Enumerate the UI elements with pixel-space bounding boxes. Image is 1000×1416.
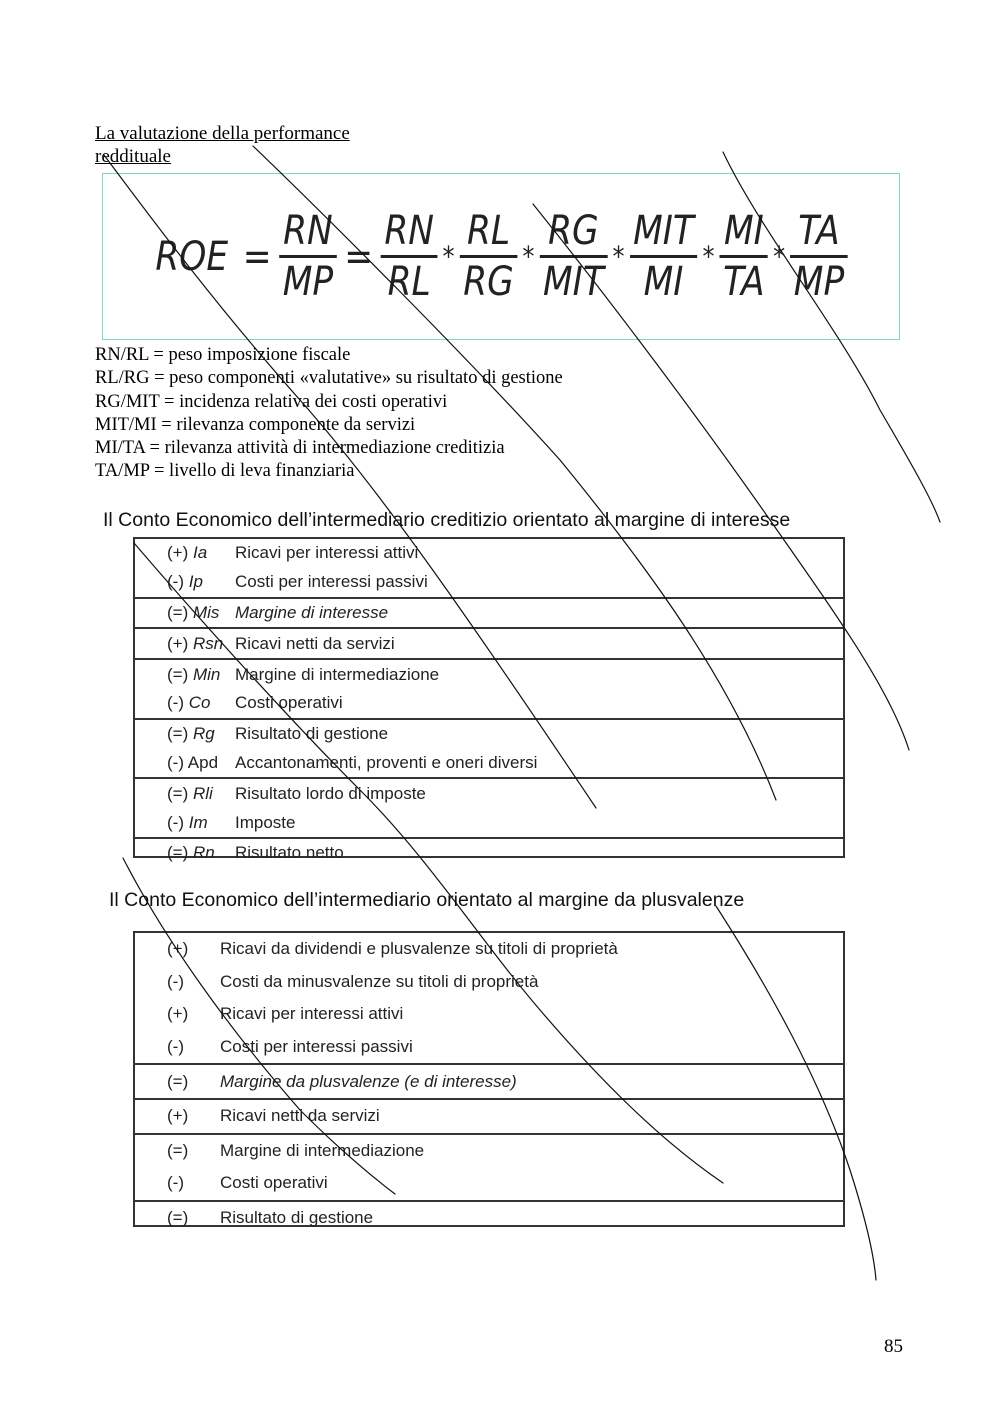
income-statement-capital-gains-table	[133, 931, 845, 1227]
row-code: (=) Rn	[167, 843, 215, 863]
table-row	[135, 1167, 843, 1200]
table-row	[135, 1065, 843, 1098]
row-label: Costi operativi	[235, 693, 343, 713]
row-label: Risultato netto	[235, 843, 344, 863]
fraction-rg-mit	[539, 207, 607, 306]
table-row	[135, 539, 843, 568]
row-code: (-) Im	[167, 812, 208, 832]
ratio-definitions	[95, 344, 563, 484]
row-code: (=) Rg	[167, 724, 215, 744]
row-label: Costi da minusvalenze su titoli di proprietà	[220, 971, 539, 991]
times-sign: *	[611, 240, 624, 273]
row-code: (=) Mis	[167, 602, 220, 622]
formula-lhs: ROE	[154, 233, 228, 280]
times-sign: *	[521, 240, 534, 273]
table-group	[135, 539, 843, 597]
table-row	[135, 599, 843, 628]
table-group	[135, 1200, 843, 1235]
row-sign: (+)	[167, 1004, 189, 1024]
equals-sign: =	[343, 233, 373, 280]
fraction-numerator: TA	[797, 208, 840, 254]
row-sign: (=)	[167, 1140, 189, 1160]
table-group	[135, 777, 843, 837]
table-group	[135, 597, 843, 628]
roe-formula-box	[102, 173, 900, 340]
table-row	[135, 720, 843, 749]
table-group	[135, 658, 843, 718]
table-row	[135, 749, 843, 778]
table-row	[135, 1202, 843, 1235]
row-label: Ricavi netti da servizi	[220, 1106, 380, 1126]
row-sign: (-)	[167, 1037, 184, 1057]
row-code: (-) Co	[167, 693, 211, 713]
times-sign: *	[702, 240, 715, 273]
table-row	[135, 839, 843, 868]
fraction-numerator: MIT	[632, 208, 694, 254]
heading-line-2: reddituale	[95, 146, 171, 167]
row-label: Accantonamenti, proventi e oneri diversi	[235, 752, 538, 772]
fraction-rl-rg	[459, 207, 516, 306]
row-label: Costi per interessi passivi	[220, 1037, 413, 1057]
fraction-rn-rl	[380, 207, 437, 306]
table-group	[135, 837, 843, 868]
fraction-ta-mp	[790, 207, 847, 306]
heading-line-1: La valutazione della performance	[95, 123, 350, 144]
table-row	[135, 933, 843, 966]
table-row	[135, 998, 843, 1031]
row-sign: (=)	[167, 1208, 189, 1228]
table-row	[135, 1100, 843, 1133]
table-row	[135, 660, 843, 689]
table-group	[135, 718, 843, 778]
row-code: (=) Min	[167, 664, 221, 684]
row-label: Risultato di gestione	[220, 1208, 374, 1228]
row-label: Ricavi da dividendi e plusvalenze su titoli di proprietà	[220, 939, 618, 959]
definition-line: RG/MIT = incidenza relativa dei costi operativi	[95, 391, 448, 412]
table-group	[135, 627, 843, 658]
row-label: Margine di intermediazione	[235, 664, 440, 684]
table-row	[135, 629, 843, 658]
fraction-rn-mp	[279, 207, 336, 306]
row-label: Costi operativi	[220, 1173, 328, 1193]
row-code: (-) Ip	[167, 572, 203, 592]
table-row	[135, 1135, 843, 1168]
row-code: (=) Rli	[167, 783, 213, 803]
table-row	[135, 1031, 843, 1064]
row-label: Risultato lordo di imposte	[235, 783, 426, 803]
table-group	[135, 1133, 843, 1200]
fraction-numerator: RG	[547, 208, 599, 254]
fraction-mit-mi	[629, 207, 697, 306]
fraction-denominator: MIT	[542, 259, 604, 305]
fraction-numerator: RL	[466, 208, 510, 254]
table-group	[135, 933, 843, 1063]
equals-sign: =	[242, 233, 272, 280]
table-group	[135, 1098, 843, 1133]
table1-title: Il Conto Economico dell’intermediario creditizio orientato al margine di interesse	[103, 509, 791, 531]
fraction-denominator: MP	[793, 259, 844, 305]
row-label: Costi per interessi passivi	[235, 572, 428, 592]
table-row	[135, 779, 843, 808]
fraction-denominator: MI	[643, 259, 683, 305]
table-row	[135, 966, 843, 999]
row-sign: (-)	[167, 971, 184, 991]
definition-line: RN/RL = peso imposizione fiscale	[95, 345, 351, 365]
fraction-denominator: MP	[282, 259, 333, 305]
page-heading	[95, 122, 350, 168]
row-label: Ricavi per interessi attivi	[220, 1004, 404, 1024]
table-row	[135, 568, 843, 597]
fraction-denominator: RG	[462, 259, 514, 305]
definition-line: RL/RG = peso componenti «valutative» su risultato di gestione	[95, 368, 563, 389]
row-label: Imposte	[235, 812, 296, 832]
row-sign: (=)	[167, 1071, 189, 1091]
fraction-numerator: RN	[282, 208, 333, 254]
definition-line: MIT/MI = rilevanza componente da servizi	[95, 414, 416, 435]
row-sign: (+)	[167, 939, 189, 959]
fraction-numerator: RN	[383, 208, 434, 254]
row-label: Risultato di gestione	[235, 724, 389, 744]
fraction-numerator: MI	[723, 208, 764, 254]
row-sign: (-)	[167, 1173, 184, 1193]
row-code: (+) Rsn	[167, 633, 224, 653]
fraction-denominator: TA	[722, 259, 765, 305]
table-row	[135, 808, 843, 837]
times-sign: *	[772, 240, 785, 273]
fraction-denominator: RL	[387, 259, 431, 305]
times-sign: *	[442, 240, 455, 273]
page-number: 85	[884, 1336, 903, 1357]
row-label: Margine da plusvalenze (e di interesse)	[220, 1071, 517, 1091]
table2-title: Il Conto Economico dell’intermediario orientato al margine da plusvalenze	[109, 889, 745, 911]
row-label: Ricavi per interessi attivi	[235, 543, 419, 563]
row-code: (+) Ia	[167, 543, 208, 563]
row-label: Margine di interesse	[235, 602, 389, 622]
table-group	[135, 1063, 843, 1098]
income-statement-interest-table	[133, 537, 845, 863]
roe-formula	[155, 207, 847, 306]
table-row	[135, 689, 843, 718]
row-code: (-) Apd	[167, 752, 219, 772]
definition-line: MI/TA = rilevanza attività di intermediazione creditizia	[95, 438, 505, 459]
fraction-mi-ta	[719, 207, 767, 306]
row-sign: (+)	[167, 1106, 189, 1126]
definition-line: TA/MP = livello di leva finanziaria	[95, 461, 355, 482]
row-label: Ricavi netti da servizi	[235, 633, 395, 653]
row-label: Margine di intermediazione	[220, 1140, 425, 1160]
